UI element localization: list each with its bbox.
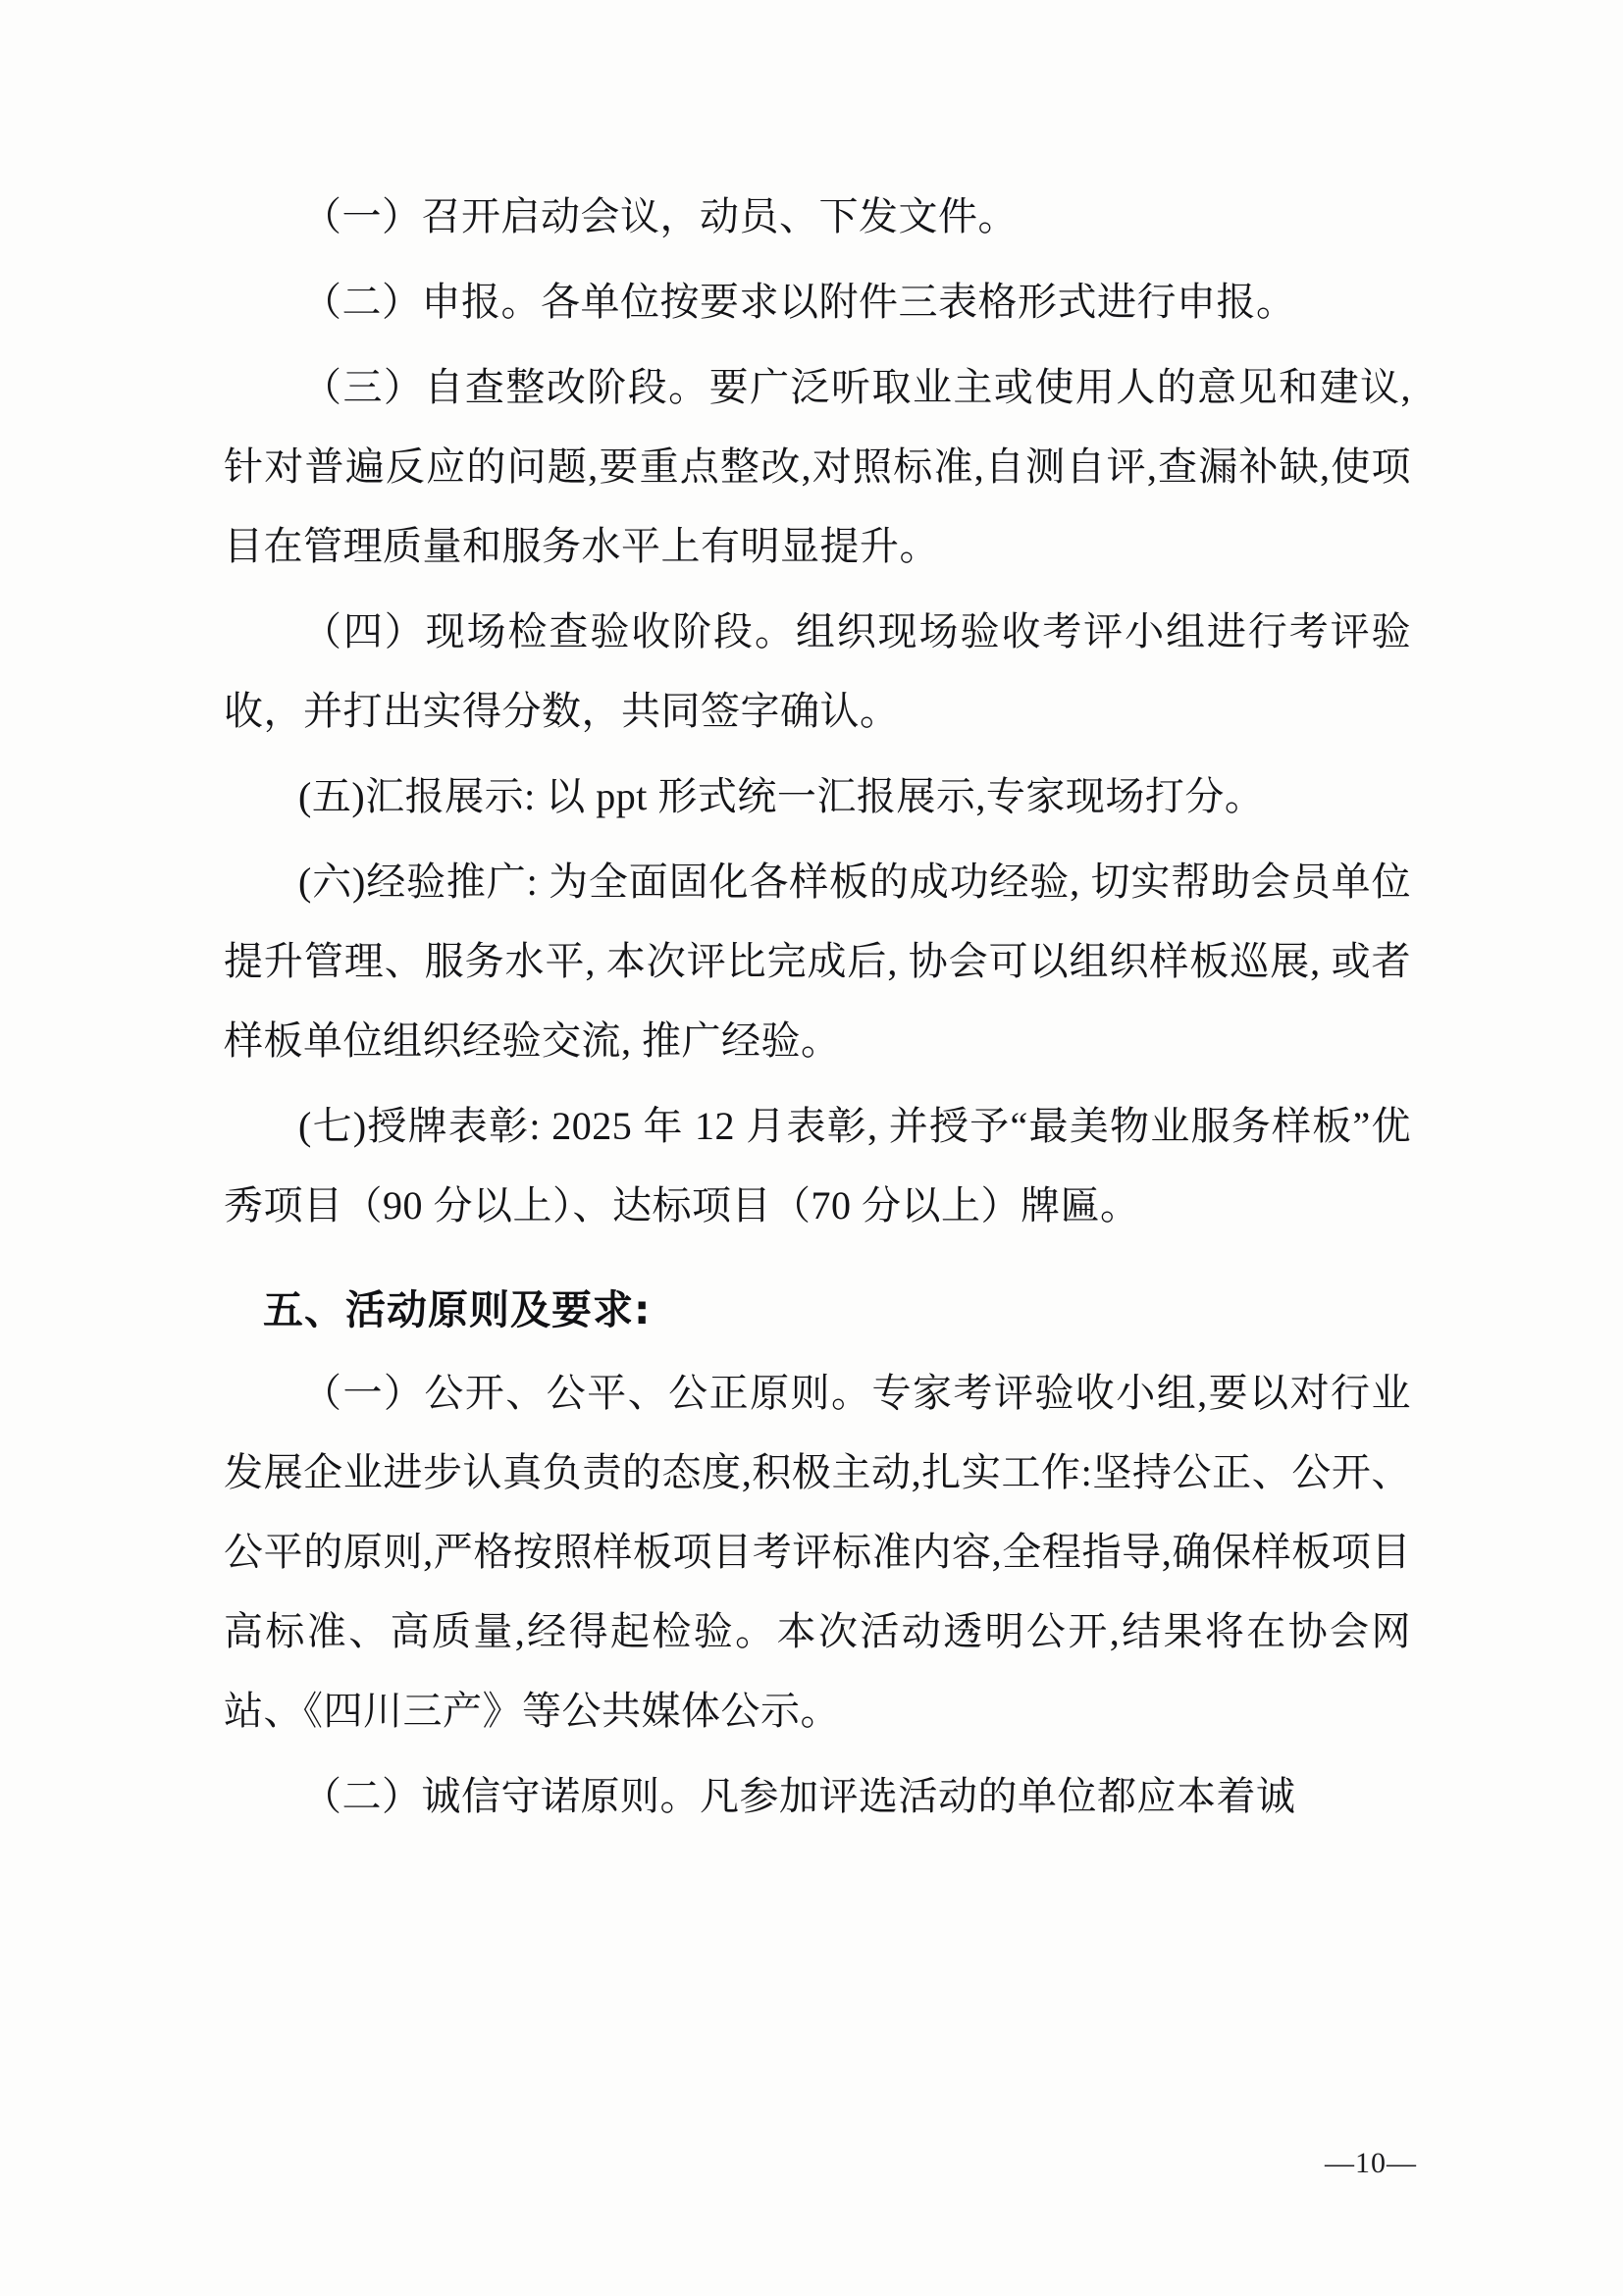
paragraph-principle-2: （二）诚信守诺原则。凡参加评选活动的单位都应本着诚: [302, 1774, 1296, 1818]
paragraph-item-6: (六)经验推广: 为全面固化各样板的成功经验, 切实帮助会员单位提升管理、服务水平, 本次评比完成后, 协会可以组织样板巡展, 或者样板单位组织经验交流, 推广经验。: [224, 860, 1411, 1063]
paragraph-item-2: （二）申报。各单位按要求以附件三表格形式进行申报。: [302, 280, 1296, 324]
paragraph-item-1: （一）召开启动会议，动员、下发文件。: [302, 194, 1018, 238]
section-heading: 五、活动原则及要求:: [263, 1286, 652, 1333]
paragraph-principle-1: （一）公开、公平、公正原则。专家考评验收小组,要以对行业发展企业进步认真负责的态度,积极主动,扎实工作:坚持公正、公开、公平的原则,严格按照样板项目考评标准内容,全程指导,确保样板项目高标准、高质量,经得起检验。本次活动透明公开,结果将在协会网站、《四川三产》等公共媒体公示。: [224, 1371, 1411, 1733]
paragraph-item-3: （三）自查整改阶段。要广泛听取业主或使用人的意见和建议,针对普遍反应的问题,要重点整改,对照标准,自测自评,查漏补缺,使项目在管理质量和服务水平上有明显提升。: [224, 365, 1411, 568]
document-body: [224, 177, 1411, 1842]
page-number: —10—: [1325, 2147, 1417, 2179]
paragraph-item-4: （四）现场检查验收阶段。组织现场验收考评小组进行考评验收，并打出实得分数，共同签字确认。: [224, 609, 1411, 733]
paragraph-item-7: (七)授牌表彰: 2025 年 12 月表彰, 并授予“最美物业服务样板”优秀项目（90 分以上）、达标项目（70 分以上）牌匾。: [224, 1104, 1411, 1227]
paragraph-item-5: (五)汇报展示: 以 ppt 形式统一汇报展示,专家现场打分。: [298, 774, 1265, 818]
